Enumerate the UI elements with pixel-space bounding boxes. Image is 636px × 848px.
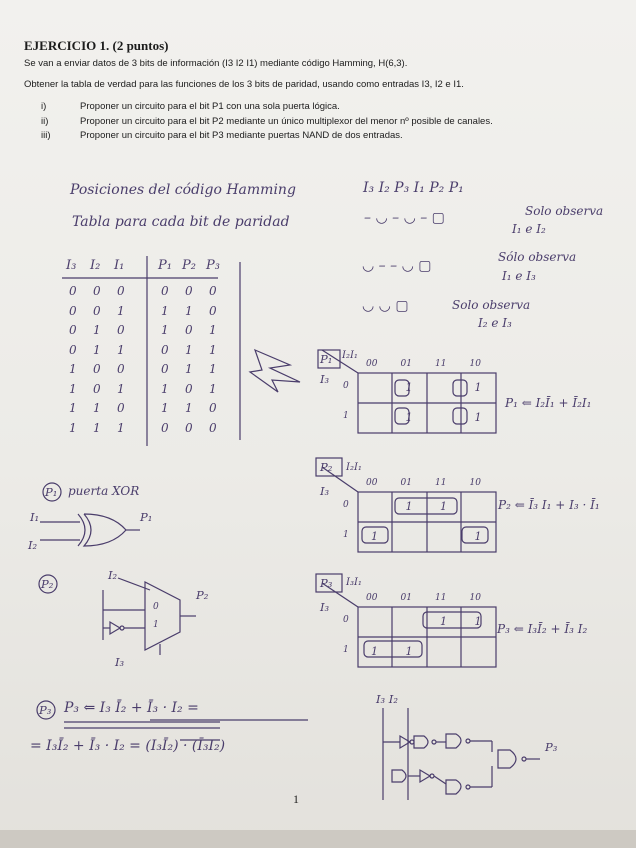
truth-table-cell: 1 bbox=[93, 342, 101, 357]
truth-table-cell: 0 bbox=[209, 401, 217, 415]
truth-table-cell: 0 bbox=[69, 323, 77, 337]
truth-table-header: I₁ bbox=[114, 258, 125, 273]
pattern-p3: ◡ ◡ ▢ bbox=[362, 298, 409, 314]
p3-circuit-output: P₃ bbox=[545, 740, 558, 754]
truth-table-cell: 0 bbox=[161, 362, 169, 376]
truth-table-cell: 1 bbox=[117, 303, 125, 318]
truth-table-cell: 1 bbox=[185, 303, 193, 318]
truth-table-cell: 1 bbox=[209, 323, 217, 337]
note-p3-b: I₂ e I₃ bbox=[478, 316, 512, 330]
truth-table-cell: 0 bbox=[93, 381, 101, 396]
pattern-p1: – ◡ – ◡ – ▢ bbox=[364, 210, 445, 226]
truth-table-cell: 0 bbox=[117, 323, 125, 337]
kmap-p1-equation: P₁ ⇐ I₂Ī₁ + Ī₂I₁ bbox=[505, 396, 592, 410]
p3-circuit-inputs: I₃ I₂ bbox=[376, 692, 398, 706]
desk-edge bbox=[0, 830, 636, 848]
p3-circle-label: P₃ bbox=[39, 703, 52, 717]
p2-channel-0: 0 bbox=[153, 602, 159, 612]
kmap-p3-vars: I₃I₁ bbox=[346, 577, 362, 588]
truth-table-cell: 0 bbox=[117, 362, 125, 376]
p2-channel-1: 1 bbox=[153, 620, 159, 630]
kmap-p2-rowvar: I₃ bbox=[320, 484, 330, 498]
xor-gate bbox=[78, 514, 126, 546]
question-2-num: ii) bbox=[41, 116, 49, 127]
exercise-task: Obtener la tabla de verdad para las funciones de los 3 bits de paridad, usando como entradas I3, I2 e I1. bbox=[24, 79, 464, 90]
exercise-intro: Se van a enviar datos de 3 bits de información (I3 I2 I1) mediante código Hamming, H(6,3). bbox=[24, 58, 408, 69]
truth-table-cell: 0 bbox=[185, 284, 193, 298]
kmap-p2-label: P₂ bbox=[320, 460, 333, 474]
p3-equation-2: = I₃Ī₂ + Ī₃ · I₂ = (I₃Ī₂) · (Ī₃I₂) bbox=[30, 738, 226, 754]
nand-gate-1 bbox=[414, 736, 428, 748]
truth-table-cell: 1 bbox=[161, 381, 169, 396]
p2-output: P₂ bbox=[196, 588, 209, 602]
kmap-cell: 1 bbox=[440, 500, 447, 513]
kmap-col-header: 11 bbox=[435, 478, 447, 488]
note-p1-a: Solo observa bbox=[525, 204, 604, 218]
page-number: 1 bbox=[293, 792, 299, 806]
kmap-row-header: 0 bbox=[343, 500, 349, 510]
exercise-title: EJERCICIO 1. (2 puntos) bbox=[24, 38, 169, 53]
truth-table-cell: 1 bbox=[93, 401, 101, 415]
truth-table-cell: 1 bbox=[69, 362, 77, 376]
p1-output: P₁ bbox=[140, 510, 153, 524]
kmap-p1-vars: I₂I₁ bbox=[342, 350, 358, 361]
kmap-col-header: 00 bbox=[366, 478, 378, 488]
truth-table-cell: 0 bbox=[69, 342, 77, 357]
truth-table-cell: 1 bbox=[69, 420, 77, 435]
truth-table-cell: 0 bbox=[209, 303, 217, 318]
kmap-col-header: 01 bbox=[400, 359, 412, 369]
truth-table-cell: 1 bbox=[117, 381, 125, 396]
note-p2-b: I₁ e I₃ bbox=[502, 269, 536, 283]
truth-table-cell: 0 bbox=[209, 284, 217, 298]
truth-table-cell: 1 bbox=[117, 342, 125, 357]
p2-select: I₂ bbox=[108, 568, 118, 582]
truth-table-cell: 0 bbox=[161, 342, 169, 357]
kmap-cell: 1 bbox=[440, 615, 447, 628]
kmap-col-header: 10 bbox=[469, 359, 481, 369]
question-1-num: i) bbox=[41, 101, 47, 112]
truth-table-cell: 1 bbox=[161, 303, 169, 318]
nand-gate-5 bbox=[498, 750, 516, 768]
truth-table-cell: 0 bbox=[69, 303, 77, 318]
kmap-row-header: 1 bbox=[343, 645, 349, 655]
positions-value: I₃ I₂ P₃ I₁ P₂ P₁ bbox=[363, 180, 464, 196]
kmap-col-header: 00 bbox=[366, 593, 378, 603]
truth-table-cell: 1 bbox=[209, 342, 217, 357]
kmap-p3-label: P₃ bbox=[320, 576, 333, 590]
kmap-col-header: 10 bbox=[469, 593, 481, 603]
kmap-col-header: 11 bbox=[435, 359, 447, 369]
truth-table-header: P₂ bbox=[182, 258, 196, 273]
kmap-p2-vars: I₂I₁ bbox=[346, 462, 362, 473]
question-3-num: iii) bbox=[41, 130, 51, 141]
kmap-col-header: 11 bbox=[435, 593, 447, 603]
truth-table-cell: 0 bbox=[69, 284, 77, 298]
kmap-col-header: 00 bbox=[366, 359, 378, 369]
kmap-p3-rowvar: I₃ bbox=[320, 600, 330, 614]
truth-table-cell: 1 bbox=[185, 342, 193, 357]
truth-table-header: I₂ bbox=[90, 258, 101, 273]
nand-gate-3 bbox=[392, 770, 406, 782]
kmap-cell: 1 bbox=[405, 411, 413, 424]
kmap-cell: 1 bbox=[405, 645, 413, 658]
truth-table-cell: 1 bbox=[69, 401, 77, 415]
kmap-cell: 1 bbox=[474, 381, 482, 394]
kmap-col-header: 10 bbox=[469, 478, 481, 488]
truth-table-cell: 1 bbox=[93, 420, 101, 435]
kmap-cell: 1 bbox=[405, 381, 413, 394]
truth-table-header: P₃ bbox=[206, 258, 220, 273]
positions-label: Posiciones del código Hamming bbox=[70, 182, 296, 198]
kmap-row-header: 0 bbox=[343, 615, 349, 625]
truth-table-header: P₁ bbox=[158, 258, 172, 273]
truth-table-header: I₃ bbox=[66, 258, 77, 273]
nand-gate-2 bbox=[446, 734, 461, 748]
truth-table-cell: 0 bbox=[93, 284, 101, 298]
truth-table-cell: 1 bbox=[161, 323, 169, 337]
kmap-cell: 1 bbox=[474, 411, 482, 424]
truth-table-cell: 1 bbox=[93, 323, 101, 337]
kmap-col-header: 01 bbox=[400, 478, 412, 488]
truth-table-cell: 1 bbox=[209, 381, 217, 396]
truth-table-cell: 0 bbox=[185, 323, 193, 337]
p2-input: I₃ bbox=[115, 655, 125, 669]
truth-table-cell: 1 bbox=[117, 420, 125, 435]
truth-table-cell: 0 bbox=[161, 420, 169, 435]
kmap-p3-equation: P₃ ⇐ I₃Ī₂ + Ī₃ I₂ bbox=[497, 622, 588, 636]
truth-table-cell: 0 bbox=[93, 303, 101, 318]
p1-input-a: I₁ bbox=[30, 510, 40, 524]
kmap-cell: 1 bbox=[405, 500, 413, 513]
kmap-cell: 1 bbox=[474, 530, 482, 543]
pattern-p2: ◡ – – ◡ ▢ bbox=[362, 258, 432, 274]
question-2-text: Proponer un circuito para el bit P2 mediante un único multiplexor del menor nº posible de canales. bbox=[80, 116, 493, 127]
truth-table-cell: 0 bbox=[185, 420, 193, 435]
truth-table-cell: 1 bbox=[209, 362, 217, 376]
truth-table-cell: 0 bbox=[93, 362, 101, 376]
kmap-row-header: 1 bbox=[343, 411, 349, 421]
truth-table-cell: 1 bbox=[69, 381, 77, 396]
kmap-row-header: 1 bbox=[343, 530, 349, 540]
p1-input-b: I₂ bbox=[28, 538, 38, 552]
arrow-to-kmaps bbox=[250, 350, 300, 392]
kmap-col-header: 01 bbox=[400, 593, 412, 603]
kmap-cell: 1 bbox=[371, 530, 378, 543]
truth-table-cell: 0 bbox=[161, 284, 169, 298]
truth-table-cell: 1 bbox=[185, 401, 193, 415]
kmap-p2-equation: P₂ ⇐ Ī₃ I₁ + I₃ · Ī₁ bbox=[498, 498, 600, 512]
kmap-row-header: 0 bbox=[343, 381, 349, 391]
note-p3-a: Solo observa bbox=[452, 298, 531, 312]
question-3-text: Proponer un circuito para el bit P3 mediante puertas NAND de dos entradas. bbox=[80, 130, 403, 141]
p1-gate-text: puerta XOR bbox=[68, 484, 140, 498]
table-label: Tabla para cada bit de paridad bbox=[72, 214, 290, 230]
truth-table-cell: 1 bbox=[185, 362, 193, 376]
note-p2-a: Sólo observa bbox=[498, 250, 577, 264]
kmap-cell: 1 bbox=[371, 645, 378, 658]
multiplexer bbox=[145, 582, 180, 650]
truth-table-cell: 0 bbox=[209, 420, 217, 435]
kmap-cell: 1 bbox=[474, 615, 482, 628]
p3-equation-1: P₃ ⇐ I₃ Ī₂ + Ī₃ · I₂ = bbox=[64, 700, 199, 716]
truth-table-cell: 0 bbox=[117, 401, 125, 415]
kmap-p1-rowvar: I₃ bbox=[320, 372, 330, 386]
truth-table-cell: 0 bbox=[117, 284, 125, 298]
truth-table-cell: 1 bbox=[161, 401, 169, 415]
question-1-text: Proponer un circuito para el bit P1 con una sola puerta lógica. bbox=[80, 101, 340, 112]
p2-circle-label: P₂ bbox=[41, 577, 54, 591]
truth-table-cell: 0 bbox=[185, 381, 193, 396]
kmap-p1-label: P₁ bbox=[320, 352, 333, 366]
nand-gate-4 bbox=[446, 780, 461, 794]
note-p1-b: I₁ e I₂ bbox=[512, 222, 546, 236]
p1-circle-label: P₁ bbox=[45, 485, 58, 499]
